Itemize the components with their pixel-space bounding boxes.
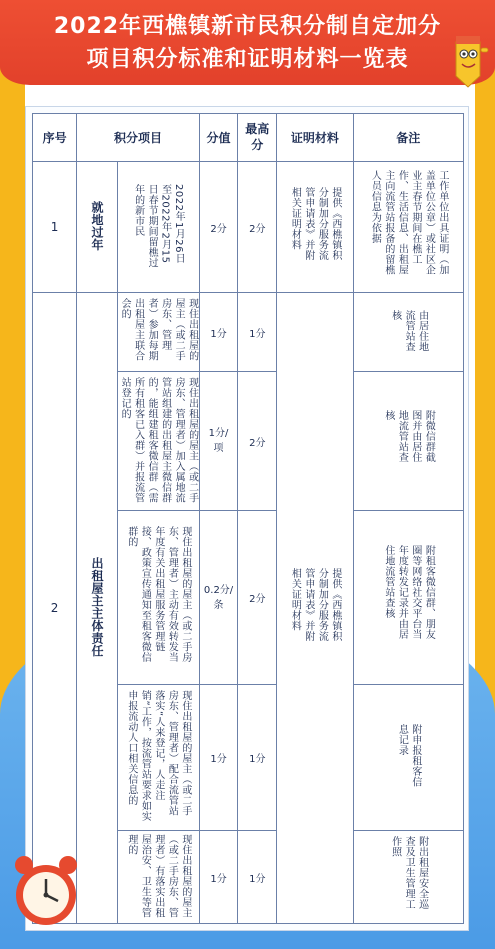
row2a-remark-cell [353,293,463,372]
header-item: 积分项目 [77,114,199,162]
row1-seq: 1 [33,162,77,293]
header-max: 最高分 [238,114,277,162]
row2a-score: 1分 [199,293,238,372]
row1-category-cell [77,162,117,293]
row1-proof: 提供《西樵镇积分制加分服务流管申请表》并附相关证明材料 [289,186,341,260]
row2a-desc: 现住出租屋的屋主（或二手房东、管理者）参加每期出租屋主联合会的 [119,297,198,361]
row2d-desc: 现住出租屋的屋主（或二手房东、管理者）配合流管站落实“人来登记，人走注销”工作，按流管站要求如实申报流动人口相关信息的 [125,690,191,822]
row1-proof-cell [277,162,353,293]
row2d-remark: 附申报租客信息记录 [396,724,421,787]
row2e-max: 1分 [238,831,277,924]
row1-max: 2分 [238,162,277,293]
row2c-max: 2分 [238,511,277,685]
row2d-desc-cell [117,685,199,831]
header-score: 分值 [199,114,238,162]
row1-desc: 2022年1月26日至2022年2月15日春节期间留樵过年的新市民 [132,183,185,268]
row2a-max: 1分 [238,293,277,372]
header-seq: 序号 [33,114,77,162]
row2-proof-cell [277,293,353,924]
row2-proof: 提供《西樵镇积分制加分服务流管申请表》并附相关证明材料 [289,567,341,641]
row2e-score: 1分 [199,831,238,924]
row2-category-cell [77,293,117,924]
row2d-remark-cell [353,685,463,831]
header-remark: 备注 [353,114,463,162]
row1-desc-cell [117,162,199,293]
row2-category: 出租屋主主体责任 [90,556,105,657]
points-table [32,113,464,924]
row2a-remark: 由居住地流管站查核 [389,309,428,352]
row2c-desc: 现住出租屋的屋主（或二手房东、管理者）主动有效转发当年度有关出租屋服务管理链接、政策宣传通知至租客微信群的 [125,526,191,663]
alarm-clock-icon [8,853,84,929]
table-row [33,162,464,293]
row2-seq: 2 [33,293,77,924]
row2e-desc: 现住出租屋的屋主（或二手房东、管理者）有落实出租屋治安、卫生等管理的 [125,833,191,918]
row1-score: 2分 [199,162,238,293]
row2c-score: 0.2分/条 [199,511,238,685]
row2b-remark-cell [353,372,463,511]
row2a-desc-cell [117,293,199,372]
row2b-score: 1分/项 [199,372,238,511]
row2e-remark: 附出租屋安全巡查及卫生管理工作照 [389,835,428,909]
table-panel [25,106,469,931]
table-header-row [33,114,464,162]
row2c-desc-cell [117,511,199,685]
row2e-remark-cell [353,831,463,924]
title-line-1: 2022年西樵镇新市民积分制自定加分 [53,14,442,39]
row2c-remark-cell [353,511,463,685]
title-banner [0,0,495,85]
row2b-remark: 附微信群截图并由居住地流管站查核 [382,409,435,462]
row1-remark: 工作单位出具证明（加盖单位公章）或社区企业主春节期间在樵工作、生活信息、出租屋主向流管站报备的留樵人员信息为依据 [369,169,448,275]
header-proof: 证明材料 [277,114,353,162]
title-line-2: 项目积分标准和证明材料一览表 [86,47,409,72]
row2c-remark: 附租客微信群、朋友圈等网络社交平台当年度转发记录并由居住地流管站查核 [382,545,435,640]
row2b-desc: 现住出租屋的屋主（或二手房东、管理者）加入属地流管站组建的出租屋主微信群的，能组建租客微信群（需所有租客已入群）并报流管站登记的 [119,376,198,503]
row2b-desc-cell [117,372,199,511]
table-row [33,293,464,372]
row2e-desc-cell [117,831,199,924]
row1-remark-cell [353,162,463,293]
row2d-max: 1分 [238,685,277,831]
row1-category: 就地过年 [90,200,105,251]
row2d-score: 1分 [199,685,238,831]
pencil-mascot-icon [446,30,491,88]
row2b-max: 2分 [238,372,277,511]
